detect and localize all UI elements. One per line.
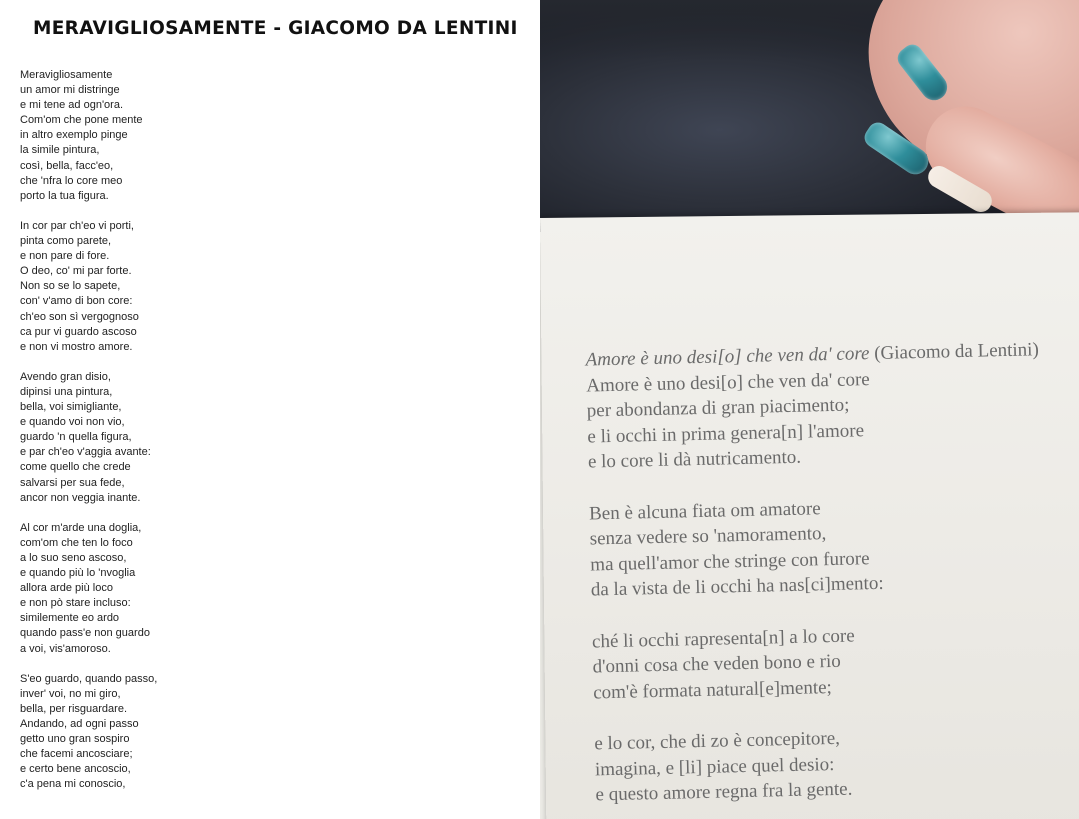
verse-line: c'a pena mi conoscio, — [20, 778, 126, 791]
verse-line: com'è formata natural[e]mente; — [592, 676, 833, 704]
verse-line: Amore è uno desi[o] che ven da' core — [585, 368, 870, 397]
verse-line: e lo core li dà nutricamento. — [587, 447, 802, 473]
stanza — [594, 720, 1079, 809]
verse-line: com'om che ten lo foco — [20, 536, 133, 549]
verse-line: Com'om che pone mente — [20, 114, 143, 127]
verse-line: Non so se lo sapete, — [20, 280, 121, 293]
verse-line: Al cor m'arde una doglia, — [20, 521, 142, 534]
verse-line: ca pur vi guardo ascoso — [20, 325, 137, 338]
verse-line: senza vedere so 'namoramento, — [589, 523, 827, 550]
paper-sheet — [540, 212, 1079, 819]
stanza — [586, 361, 1079, 475]
stanza — [20, 370, 320, 506]
verse-line: e non pò stare incluso: — [20, 597, 131, 610]
printed-sonnet — [585, 336, 1079, 819]
poem-title: MERAVIGLIOSAMENTE - GIACOMO DA LENTINI — [33, 18, 518, 39]
verse-line: Andando, ad ogni passo — [20, 718, 139, 731]
verse-line: porto la tua figura. — [20, 189, 109, 202]
verse-line: e non pare di fore. — [20, 250, 110, 263]
verse-line: In cor par ch'eo vi porti, — [20, 219, 134, 232]
verse-line: così, bella, facc'eo, — [20, 159, 114, 172]
verse-line: dipinsi una pintura, — [20, 385, 113, 398]
photo-panel — [540, 0, 1079, 819]
verse-line: imagina, e [li] piace quel desio: — [594, 753, 835, 780]
verse-line: e certo bene ancoscio, — [20, 763, 131, 776]
fabric-shadow — [540, 0, 900, 60]
verse-line: che 'nfra lo core meo — [20, 174, 123, 187]
verse-line: ché li occhi rapresenta[n] a lo core — [591, 625, 855, 652]
verse-line: in altro exemplo pinge — [20, 129, 128, 142]
verse-line: guardo 'n quella figura, — [20, 431, 132, 444]
verse-line: a voi, vis'amoroso. — [20, 642, 111, 655]
verse-line: Avendo gran disio, — [20, 370, 111, 383]
verse-line: e lo cor, che di zo è concepitore, — [594, 727, 841, 755]
verse-line: ma quell'amor che stringe con furore — [590, 547, 870, 576]
verse-line: S'eo guardo, quando passo, — [20, 672, 158, 685]
verse-line: O deo, co' mi par forte. — [20, 265, 132, 278]
verse-line: quando pass'e non guardo — [20, 627, 150, 640]
verse-line: e quando voi non vio, — [20, 416, 125, 429]
verse-line: e non vi mostro amore. — [20, 340, 133, 353]
sonnet-title-author: (Giacomo da Lentini) — [869, 339, 1040, 365]
verse-line: come quello che crede — [20, 461, 131, 474]
verse-line: Meravigliosamente — [20, 69, 113, 81]
verse-line: da la vista de li occhi ha nas[ci]mento: — [590, 573, 884, 601]
verse-line: per abondanza di gran piacimento; — [586, 394, 850, 422]
sonnet-body — [586, 361, 1079, 808]
stanza — [20, 68, 320, 204]
verse-line: Ben è alcuna fiata om amatore — [588, 497, 821, 525]
sonnet-title-italic: Amore è uno desi[o] che ven da' core — [585, 343, 870, 371]
verse-line: bella, voi simigliante, — [20, 401, 122, 414]
verse-line: un amor mi distringe — [20, 84, 120, 97]
verse-line: e par ch'eo v'aggia avante: — [20, 446, 151, 459]
verse-line: con' v'amo di bon core: — [20, 295, 133, 308]
verse-line: e quando più lo 'nvoglia — [20, 567, 136, 580]
verse-line: ch'eo son sì vergognoso — [20, 310, 139, 323]
verse-line: inver' voi, no mi giro, — [20, 687, 121, 700]
verse-line: a lo suo seno ascoso, — [20, 552, 127, 564]
verse-line: similemente eo ardo — [20, 612, 120, 625]
stanza — [589, 489, 1079, 603]
verse-line: e li occhi in prima genera[n] l'amore — [587, 420, 865, 448]
verse-line: allora arde più loco — [20, 582, 113, 595]
stanza — [592, 617, 1079, 706]
verse-line: ancor non veggia inante. — [20, 491, 141, 504]
verse-line: salvarsi per sua fede, — [20, 476, 125, 489]
verse-line: pinta como parete, — [20, 235, 112, 248]
stanza — [20, 219, 320, 355]
stanza — [20, 672, 320, 793]
verse-line: e mi tene ad ogn'ora. — [20, 99, 124, 112]
verse-line: bella, per risguardare. — [20, 702, 128, 715]
verse-line: la simile pintura, — [20, 144, 100, 157]
verse-line: che facemi ancosciare; — [20, 748, 133, 761]
verse-line: getto uno gran sospiro — [20, 733, 130, 746]
verse-line: e questo amore regna fra la gente. — [595, 778, 853, 806]
stanza — [20, 521, 320, 657]
verse-line: d'onni cosa che veden bono e rio — [592, 650, 842, 678]
poem-text — [20, 68, 320, 808]
